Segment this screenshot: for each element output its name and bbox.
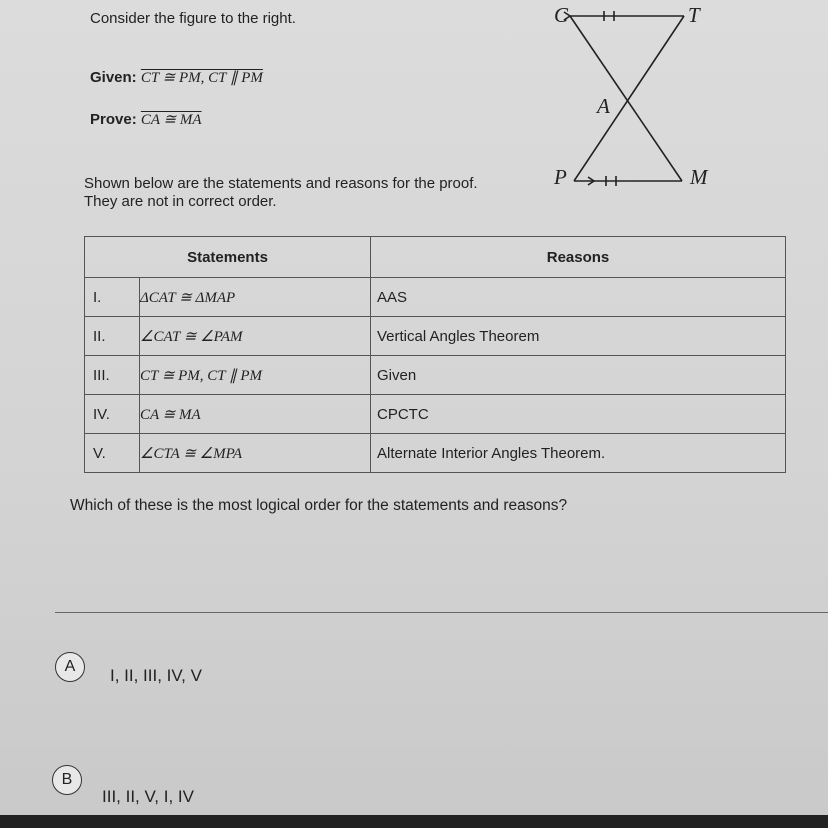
choice-b-badge[interactable]: B: [52, 765, 82, 795]
prove-line: [90, 110, 201, 129]
divider: [55, 612, 828, 613]
prove-text: CA ≅ MA: [140, 112, 202, 128]
row-number: V.: [85, 434, 140, 473]
statements-header: Statements: [85, 237, 371, 278]
choice-a[interactable]: [55, 652, 315, 692]
question-text: Which of these is the most logical order for the statements and reasons?: [70, 497, 568, 514]
segment-tp: [574, 16, 684, 181]
label-p: P: [554, 165, 567, 189]
row-number: IV.: [85, 395, 140, 434]
row-reason: AAS: [371, 278, 786, 317]
table-row: [85, 434, 786, 473]
given-line: [90, 68, 263, 87]
prove-label: Prove:: [90, 111, 137, 128]
table-row: [85, 317, 786, 356]
row-reason: Vertical Angles Theorem: [371, 317, 786, 356]
given-text: CT ≅ PM, CT ∥ PM: [140, 70, 263, 86]
table-row: [85, 278, 786, 317]
table-header-row: [85, 237, 786, 278]
row-reason: Alternate Interior Angles Theorem.: [371, 434, 786, 473]
row-statement: CT ≅ PM, CT ∥ PM: [140, 356, 371, 395]
instructions-line-1: Shown below are the statements and reasons for the proof.: [84, 175, 478, 192]
label-m: M: [690, 165, 708, 189]
choice-a-text[interactable]: I, II, III, IV, V: [110, 666, 202, 685]
screen-edge: [0, 815, 828, 828]
geometry-figure: [540, 0, 740, 200]
given-label: Given:: [90, 69, 137, 86]
instructions-line-2: They are not in correct order.: [84, 193, 277, 210]
row-reason: Given: [371, 356, 786, 395]
instructions: [84, 175, 544, 211]
choice-a-badge[interactable]: A: [55, 652, 85, 682]
intro-text: Consider the figure to the right.: [90, 10, 296, 27]
label-t: T: [688, 3, 700, 27]
row-number: III.: [85, 356, 140, 395]
table-row: [85, 395, 786, 434]
row-reason: CPCTC: [371, 395, 786, 434]
row-statement: ∠CTA ≅ ∠MPA: [140, 434, 371, 473]
row-statement: ∠CAT ≅ ∠PAM: [140, 317, 371, 356]
reasons-header: Reasons: [371, 237, 786, 278]
label-c: C: [554, 3, 569, 27]
table-row: [85, 356, 786, 395]
choice-b-text[interactable]: III, II, V, I, IV: [102, 787, 194, 806]
proof-table: [84, 236, 786, 473]
label-a: A: [597, 94, 610, 118]
row-statement: ΔCAT ≅ ΔMAP: [140, 278, 371, 317]
row-number: II.: [85, 317, 140, 356]
choice-b[interactable]: [52, 765, 312, 805]
row-statement: CA ≅ MA: [140, 395, 371, 434]
segment-cm: [570, 16, 682, 181]
row-number: I.: [85, 278, 140, 317]
